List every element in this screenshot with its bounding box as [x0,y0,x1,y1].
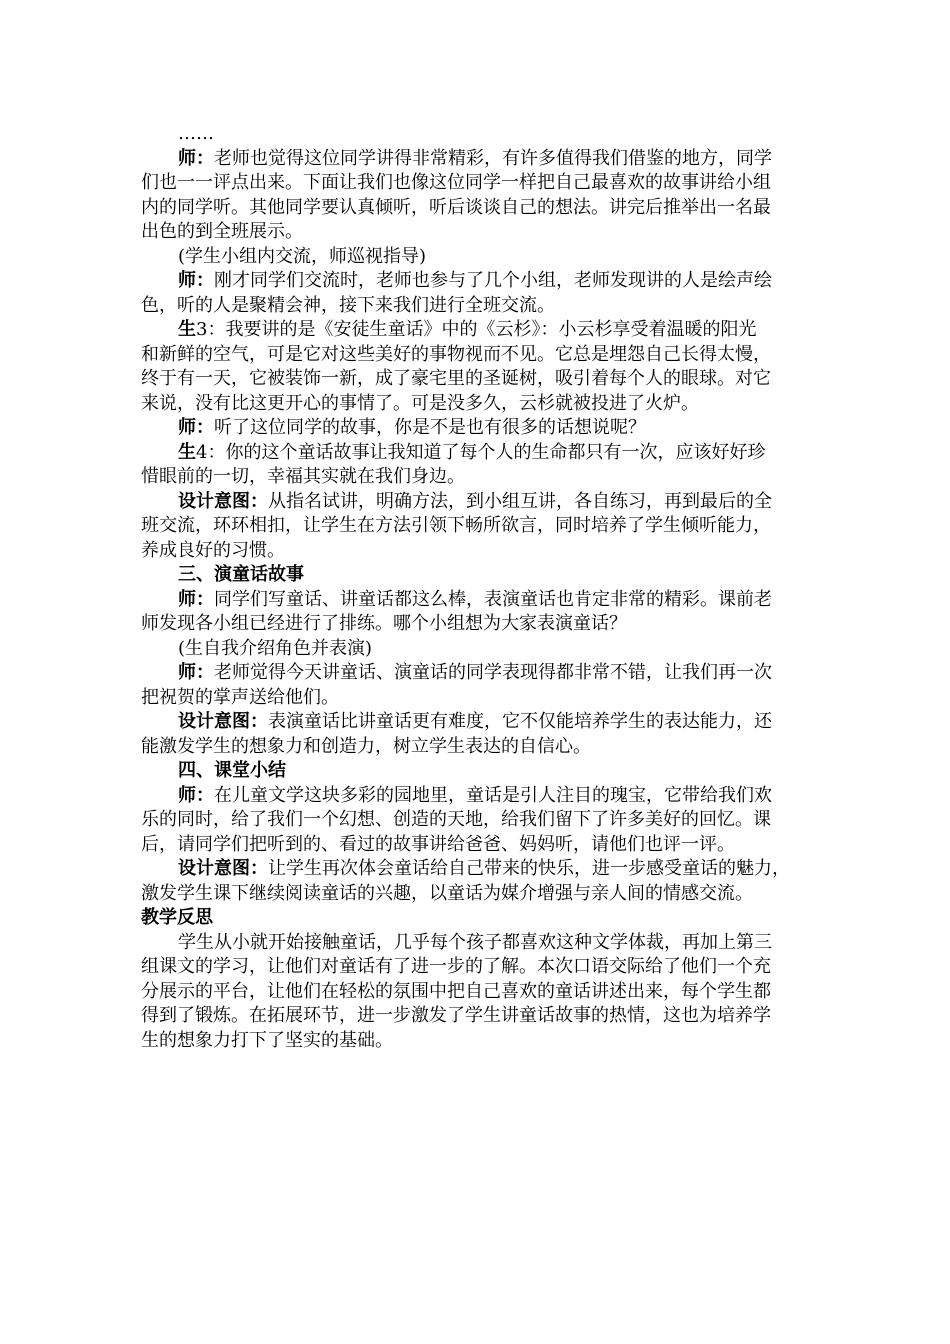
line-text: 刚才同学们交流时，老师也参与了几个小组，老师发现讲的人是绘声绘 [214,270,772,291]
text-line [141,955,821,980]
text-line [141,122,821,147]
line-text: (学生小组内交流，师巡视指导) [178,245,427,267]
line-text: 把祝贺的掌声送给他们。 [141,686,339,708]
document-body [141,122,821,1053]
text-line [141,808,821,833]
line-text: 组课文的学习，让他们对童话有了进一步的了解。本次口语交际给了他们一个充 [141,956,771,977]
text-line [141,171,821,196]
line-text: 在儿童文学这块多彩的园地里，童话是引人注目的瑰宝，它带给我们欢 [214,784,772,806]
bold-label: 师： [178,270,214,291]
line-text: 得到了锻炼。在拓展环节，进一步激发了学生讲童话故事的热情，这也为培养学 [141,1005,771,1026]
line-text: (生自我介绍角色并表演) [178,637,373,659]
line-text: 终于有一天，它被装饰一新，成了豪宅里的圣诞树，吸引着每个人的眼球。对它 [141,368,771,389]
line-text: 听了这位同学的故事，你是不是也有很多的话想说呢？ [214,417,646,438]
text-line [141,784,821,809]
text-line [141,661,821,686]
text-line [141,857,821,882]
text-line [141,367,821,392]
text-line [141,612,821,637]
line-text: 老师觉得今天讲童话、演童话的同学表现得都非常不错，让我们再一次 [214,662,772,683]
text-line [141,1004,821,1029]
text-line [141,416,821,441]
bold-label: 生 [178,441,196,463]
line-text: 分展示的平台，让他们在轻松的氛围中把自己喜欢的童话讲述出来，每个学生都 [141,980,771,1002]
bold-label: 四、课堂小结 [178,760,286,781]
line-text: 同学们写童话、讲童话都这么棒，表演童话也肯定非常的精彩。课前老 [214,588,772,610]
bold-label: 师： [178,662,214,683]
line-text: 来说，没有比这更开心的事情了。可是没多久，云杉就被投进了火炉。 [141,392,699,414]
bold-label: 师： [178,147,214,169]
text-line [141,318,821,343]
text-line [141,735,821,760]
text-line [141,465,821,490]
bold-label: 生 [178,319,196,340]
text-line [141,1029,821,1054]
text-line [141,759,821,784]
text-line [141,588,821,613]
text-line [141,637,821,662]
line-text: 出色的到全班展示。 [141,221,303,242]
bold-label: 师： [178,784,214,806]
line-text: 表演童话比讲童话更有难度，它不仅能培养学生的表达能力，还 [268,711,772,732]
bold-label: 教学反思 [141,907,213,928]
line-text: 4：你的这个童话故事让我知道了每个人的生命都只有一次，应该好好珍 [196,441,766,463]
line-text: 们也一一评点出来。下面让我们也像这位同学一样把自己最喜欢的故事讲给小组 [141,172,771,193]
line-text: 内的同学听。其他同学要认真倾听，听后谈谈自己的想法。讲完后推举出一名最 [141,196,771,218]
line-text: 能激发学生的想象力和创造力，树立学生表达的自信心。 [141,735,591,757]
text-line [141,269,821,294]
line-text: 老师也觉得这位同学讲得非常精彩，有许多值得我们借鉴的地方，同学 [214,147,772,169]
line-text: …… [178,123,214,144]
bold-label: 师： [178,588,214,610]
text-line [141,833,821,858]
line-text: 生的想象力打下了坚实的基础。 [141,1029,393,1051]
line-text: 和新鲜的空气，可是它对这些美好的事物视而不见。它总是埋怨自己长得太慢， [141,343,771,365]
bold-label: 师： [178,417,214,438]
line-text: 激发学生课下继续阅读童话的兴趣，以童话为媒介增强与亲人间的情感交流。 [141,882,753,904]
text-line [141,514,821,539]
bold-label: 设计意图： [178,711,268,732]
bold-label: 设计意图： [178,490,268,512]
line-text: 从指名试讲，明确方法，到小组互讲，各自练习，再到最后的全 [268,490,772,512]
line-text: 师发现各小组已经进行了排练。哪个小组想为大家表演童话？ [141,613,627,634]
line-text: 后，请同学们把听到的、看过的故事讲给爸爸、妈妈听，请他们也评一评。 [141,833,735,855]
line-text: 让学生再次体会童话给自己带来的快乐，进一步感受童话的魅力， [268,858,790,879]
text-line [141,686,821,711]
text-line [141,980,821,1005]
text-line [141,490,821,515]
text-line [141,539,821,564]
text-line [141,343,821,368]
text-line [141,220,821,245]
text-line [141,710,821,735]
line-text: 色，听的人是聚精会神，接下来我们进行全班交流。 [141,294,555,316]
text-line [141,563,821,588]
line-text: 学生从小就开始接触童话，几乎每个孩子都喜欢这种文学体裁，再加上第三 [178,931,772,953]
text-line [141,147,821,172]
text-line [141,931,821,956]
text-line [141,294,821,319]
line-text: 养成良好的习惯。 [141,539,285,561]
line-text: 惜眼前的一切，幸福其实就在我们身边。 [141,466,465,487]
bold-label: 设计意图： [178,858,268,879]
line-text: 3：我要讲的是《安徒生童话》中的《云杉》：小云杉享受着温暖的阳光 [196,319,757,340]
text-line [141,196,821,221]
line-text: 乐的同时，给了我们一个幻想、创造的天地，给我们留下了许多美好的回忆。课 [141,809,771,830]
text-line [141,245,821,270]
line-text: 班交流，环环相扣，让学生在方法引领下畅所欲言，同时培养了学生倾听能力， [141,515,771,536]
text-line [141,882,821,907]
bold-label: 三、演童话故事 [178,564,304,585]
text-line [141,906,821,931]
text-line [141,441,821,466]
text-line [141,392,821,417]
